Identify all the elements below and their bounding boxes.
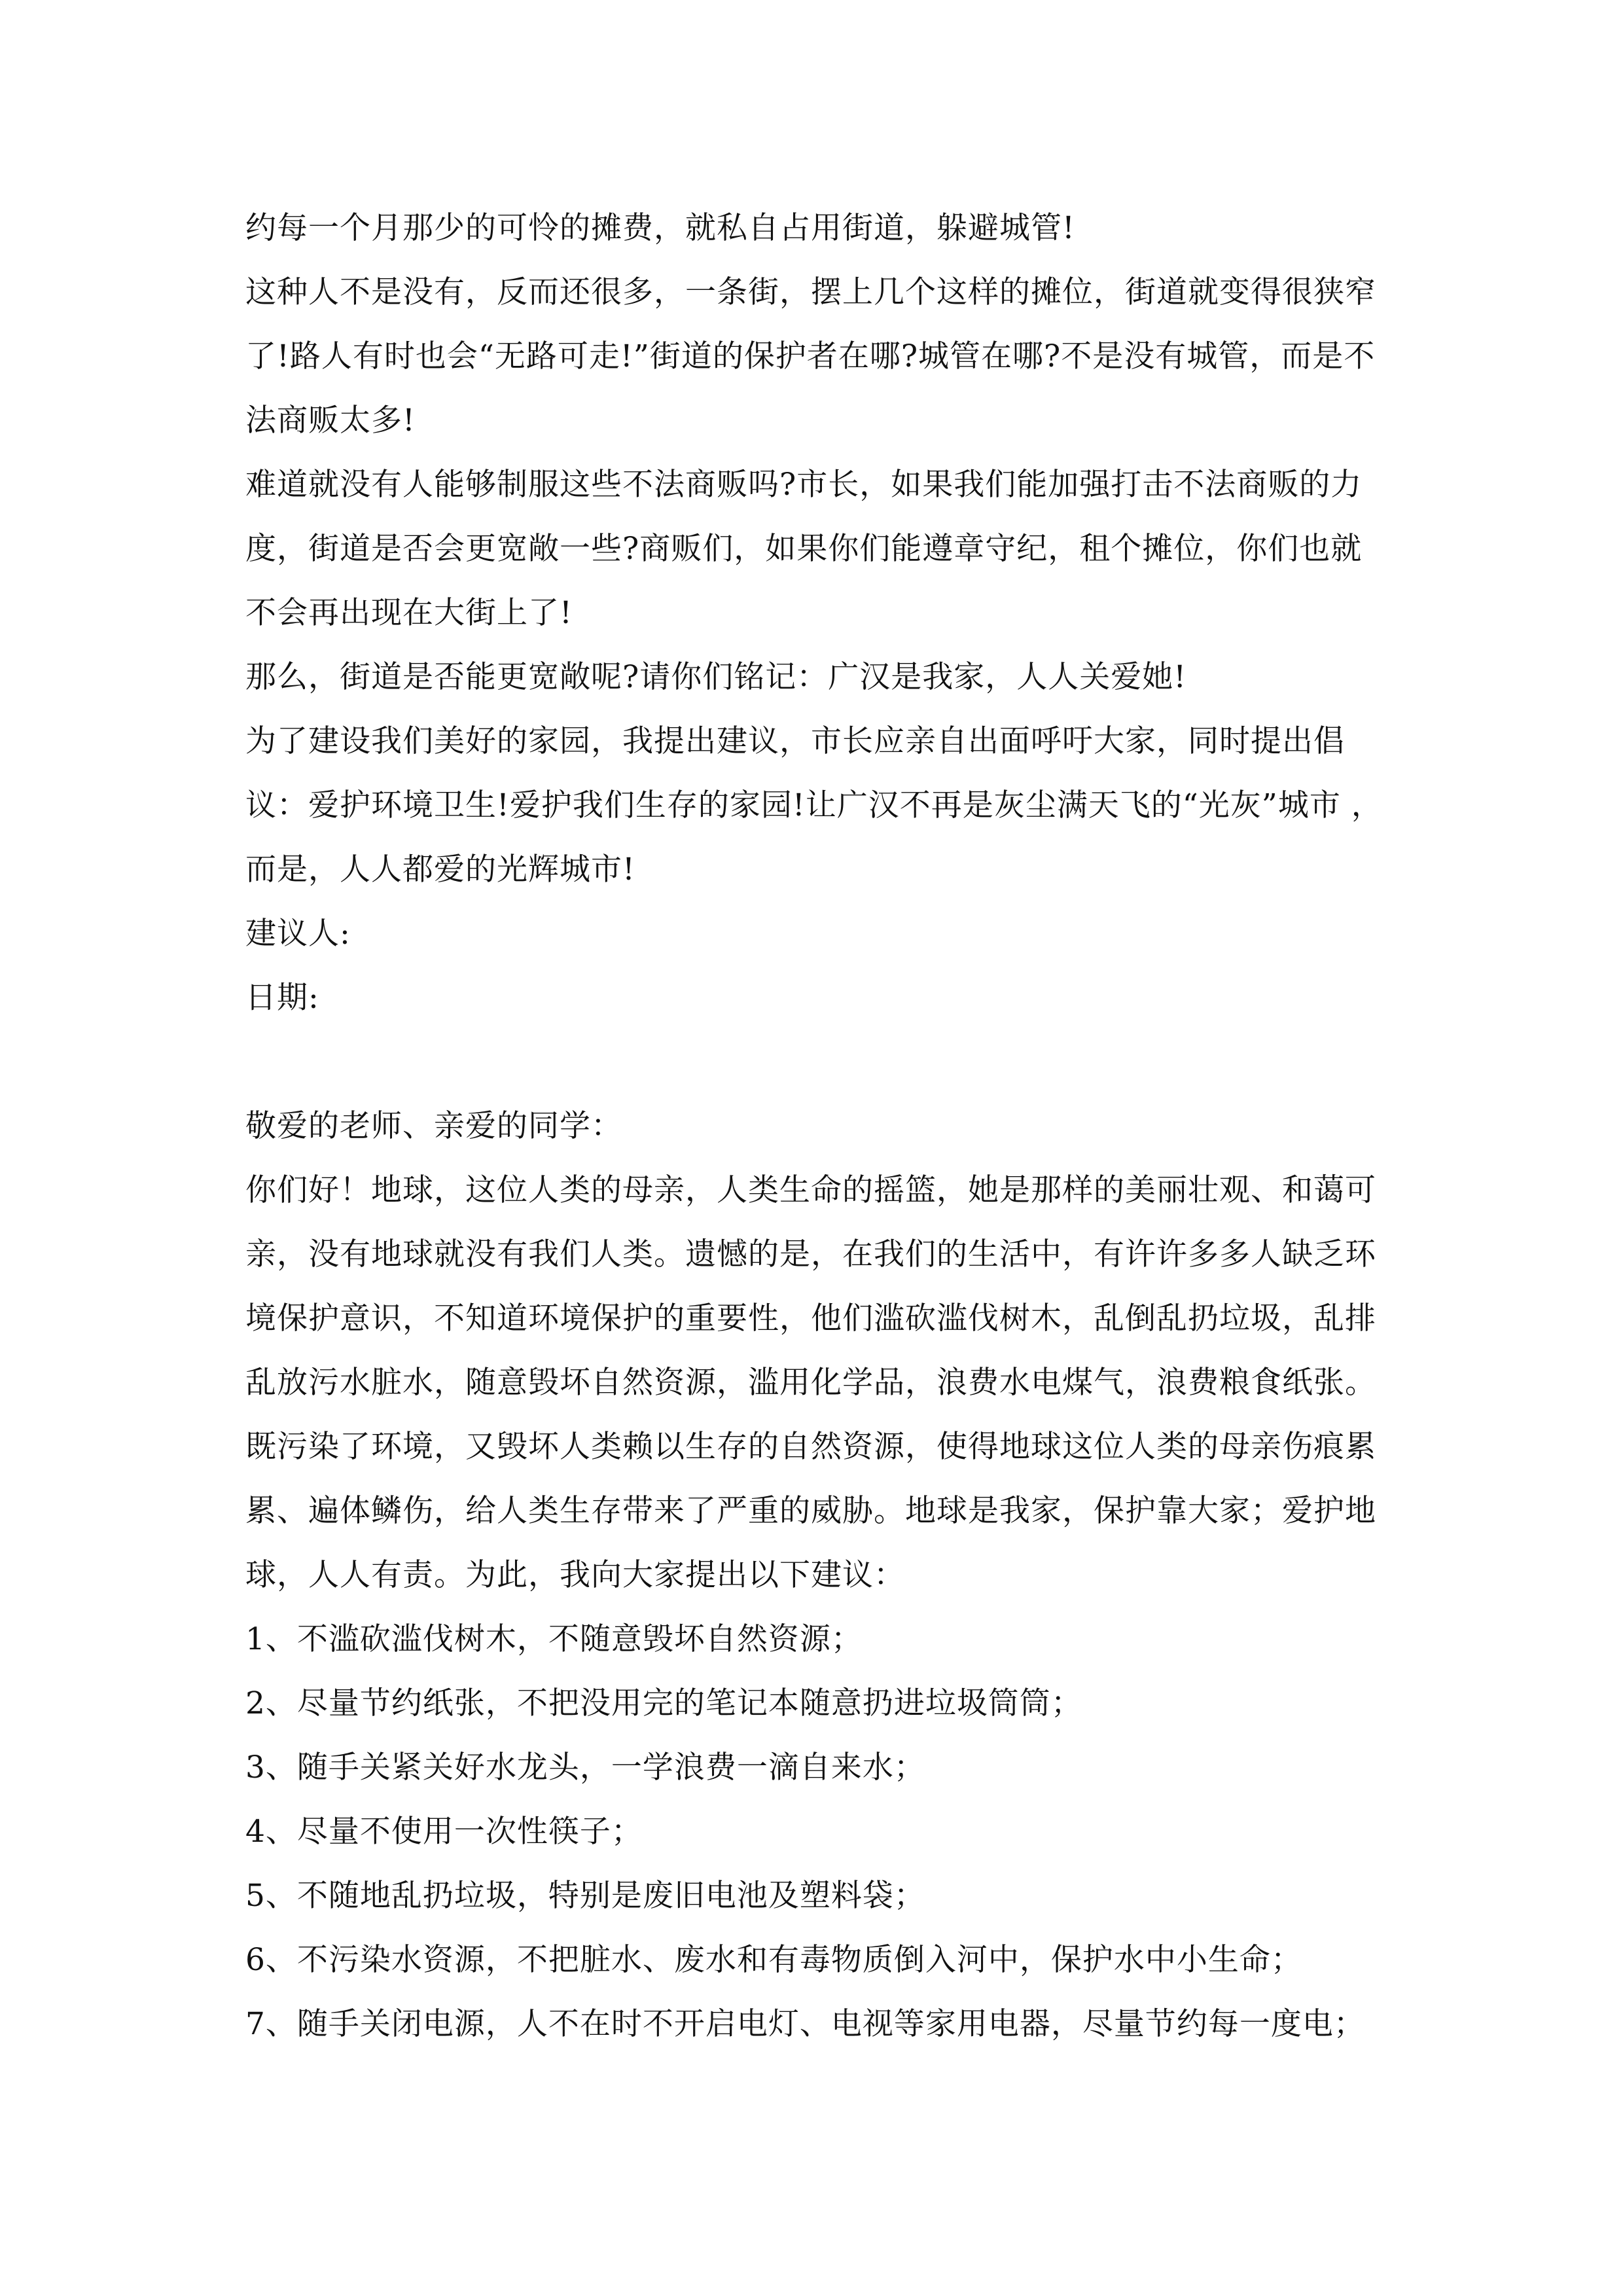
list-item: 7、随手关闭电源，人不在时不开启电灯、电视等家用电器，尽量节约每一度电；	[245, 2006, 1365, 2042]
paragraph: 那么，街道是否能更宽敞呢?请你们铭记：广汉是我家，人人关爱她!	[245, 659, 1187, 695]
body-paragraph: 你们好！地球，这位人类的母亲，人类生命的摇篮，她是那样的美丽壮观、和蔼可亲，没有地球就没有我们人类。遗憾的是，在我们的生活中，有许许多多人缺乏环境保护意识，不知道环境保护的重要性，他们滥砍滥伐树木，乱倒乱扔垃圾，乱排乱放污水脏水，随意毁坏自然资源，滥用化学品，浪费水电煤气，浪费粮食纸张。既污染了环境，又毁坏人类赖以生存的自然资源，使得地球这位人类的母亲伤痕累累、遍体鳞伤，给人类生存带来了严重的威胁。地球是我家，保护靠大家；爱护地球，人人有责。为此，我向大家提出以下建议：	[245, 1172, 1376, 1593]
date-label: 日期:	[245, 980, 319, 1016]
list-item: 4、尽量不使用一次性筷子；	[245, 1814, 643, 1850]
paragraph: 这种人不是没有，反而还很多，一条街，摆上几个这样的摊位，街道就变得很狭窄了!路人有时也会“无路可走!”街道的保护者在哪?城管在哪?不是没有城管，而是不法商贩太多!	[245, 274, 1376, 439]
list-item: 2、尽量节约纸张，不把没用完的笔记本随意扔进垃圾筒筒；	[245, 1685, 1082, 1721]
list-item: 5、不随地乱扔垃圾，特别是废旧电池及塑料袋；	[245, 1878, 925, 1914]
list-item: 1、不滥砍滥伐树木，不随意毁坏自然资源；	[245, 1621, 863, 1657]
salutation: 敬爱的老师、亲爱的同学：	[245, 1108, 622, 1144]
list-item: 6、不污染水资源，不把脏水、废水和有毒物质倒入河中，保护水中小生命；	[245, 1942, 1302, 1978]
paragraph: 约每一个月那少的可怜的摊费，就私自占用街道，躲避城管!	[245, 210, 1075, 246]
signer-label: 建议人:	[245, 916, 351, 952]
paragraph: 为了建设我们美好的家园，我提出建议，市长应亲自出面呼吁大家，同时提出倡议：爱护环境卫生!爱护我们生存的家园!让广汉不再是灰尘满天飞的“光灰”城市 ，而是，人人都爱的光辉城市!	[245, 723, 1383, 888]
section-spacer	[245, 1030, 1387, 1094]
paragraph: 难道就没有人能够制服这些不法商贩吗?市长，如果我们能加强打击不法商贩的力度，街道是否会更宽敞一些?商贩们，如果你们能遵章守纪，租个摊位，你们也就不会再出现在大街上了!	[245, 467, 1363, 631]
list-item: 3、随手关紧关好水龙头，一学浪费一滴自来水；	[245, 1749, 925, 1785]
document-body	[245, 196, 1387, 2056]
